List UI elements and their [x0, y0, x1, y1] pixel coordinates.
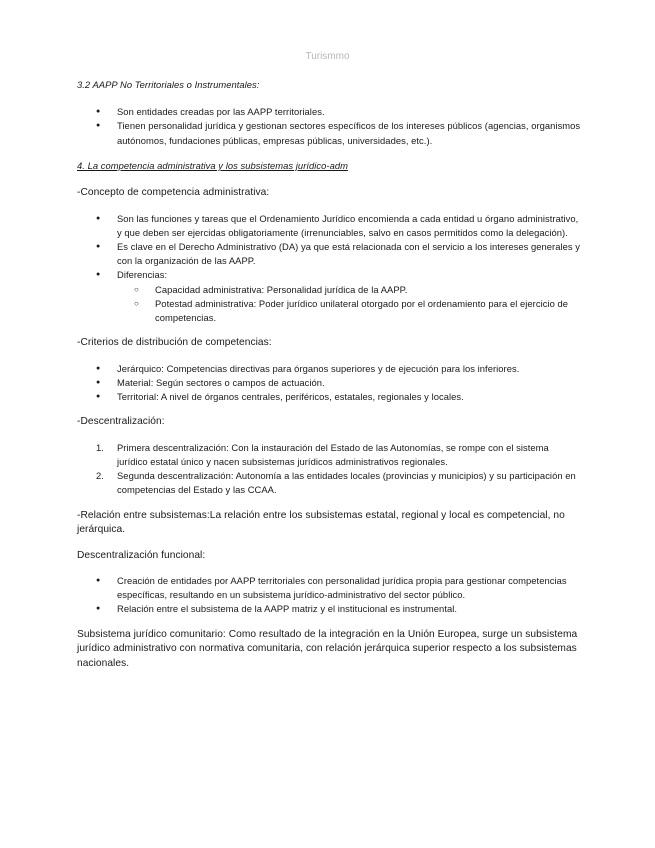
section-title-3-2: 3.2 AAPP No Territoriales o Instrumentales: [77, 79, 260, 90]
funcional-heading: Descentralización funcional: [77, 549, 206, 561]
bullet-list-aapp-no-territoriales [77, 105, 582, 148]
numbered-item [77, 469, 582, 497]
bullet-list-concepto [77, 212, 582, 326]
sub-bullet-list-diferencias [117, 283, 582, 326]
list-item: ● Relación entre el subsistema de la AAPP matriz y el institucional es instrumental. [77, 602, 582, 616]
list-item: ● Material: Según sectores o campos de actuación. [77, 376, 582, 390]
bullet-list-funcional [77, 574, 582, 617]
document-body [77, 78, 582, 682]
list-item: ● Son las funciones y tareas que el Ordenamiento Jurídico encomienda a cada entidad u órgano administrativo, y que deben ser ejercidas obligatoriamente (irrenunciables, salvo en casos permitidos como la delegación). [77, 212, 582, 240]
list-item: ● Creación de entidades por AAPP territoriales con personalidad jurídica propia para gestionar competencias específicas, resultando en un subsistema jurídico-administrativo del sector público. [77, 574, 582, 602]
sub-list-item: ○ Capacidad administrativa: Personalidad jurídica de la AAPP. [117, 283, 582, 297]
bullet-list-criterios [77, 362, 582, 405]
list-item: ● Tienen personalidad jurídica y gestionan sectores específicos de los intereses públicos (agencias, organismos autónomos, fundaciones públicas, empresas públicas, universidades, etc.). [77, 119, 582, 147]
numbered-list-descentralizacion [77, 441, 582, 498]
numbered-item [77, 441, 582, 469]
section-title-4: 4. La competencia administrativa y los subsistemas jurídico-adm [77, 159, 348, 171]
item-number: 1. [96, 441, 104, 453]
sub-list-item: ○ Potestad administrativa: Poder jurídico unilateral otorgado por el ordenamiento para el ejercicio de competencias. [117, 297, 582, 325]
item-text: Segunda descentralización: Autonomía a las entidades locales (provincias y municipios) y su participación en competencias del Estado y las CCAA. [117, 470, 576, 496]
relacion-paragraph: -Relación entre subsistemas:La relación entre los subsistemas estatal, regional y local es competencial, no jerárquica. [77, 509, 565, 536]
criterios-heading: -Criterios de distribución de competencias: [77, 337, 272, 349]
list-item: ● Es clave en el Derecho Administrativo (DA) ya que está relacionada con el servicio a los intereses generales y con la organización de las AAPP. [77, 240, 582, 268]
concepto-heading: -Concepto de competencia administrativa: [77, 187, 270, 199]
list-item: ● Son entidades creadas por las AAPP territoriales. [77, 105, 582, 119]
list-item: ● Jerárquico: Competencias directivas para órganos superiores y de ejecución para los inferiores. [77, 362, 582, 376]
list-item: ● Territorial: A nivel de órganos centrales, periféricos, estatales, regionales y locales. [77, 390, 582, 404]
descentralizacion-heading: -Descentralización: [77, 416, 165, 428]
page-header: Turismmo [305, 51, 350, 62]
item-number: 2. [96, 470, 104, 482]
item-text: Primera descentralización: Con la instauración del Estado de las Autonomías, se rompe con el sistema jurídico estatal único y nacen subsistemas jurídicos administrativos regionales. [117, 441, 549, 467]
comunitario-paragraph: Subsistema jurídico comunitario: Como resultado de la integración en la Unión Europea, surge un subsistema jurídico administrativo con normativa comunitaria, con relación jerárquica superior respecto a los subsistemas nacionales. [77, 628, 578, 669]
list-item-diferencias [77, 268, 582, 325]
diferencias-label: Diferencias: [117, 269, 168, 281]
